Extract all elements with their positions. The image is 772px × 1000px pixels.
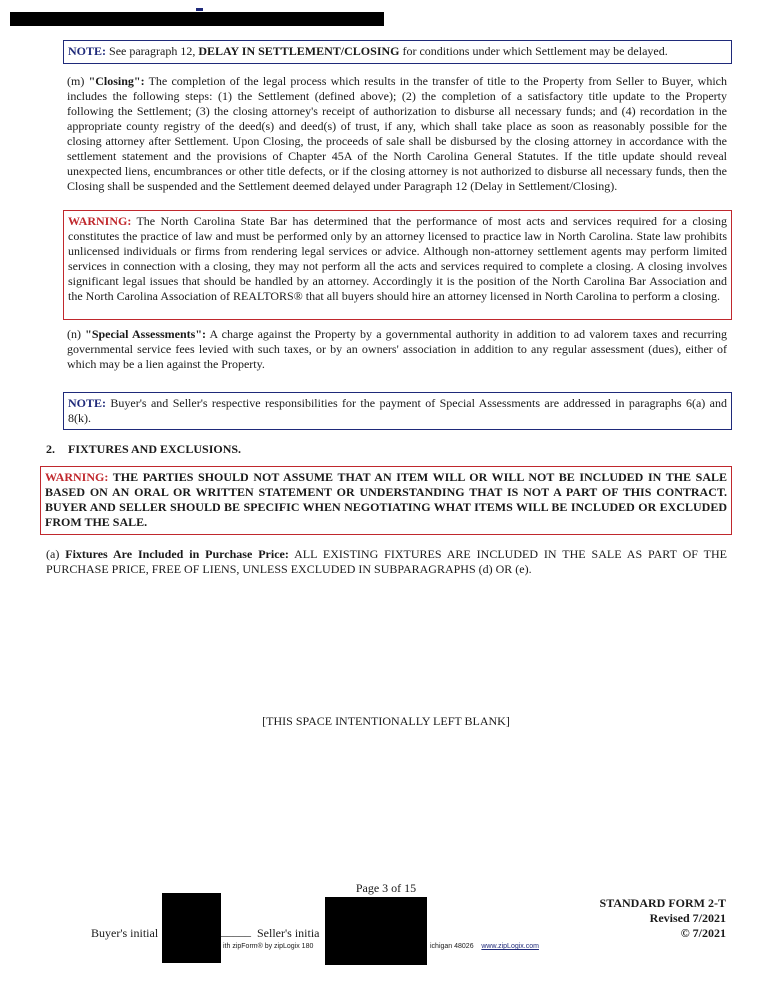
buyer-initials-label (91, 926, 158, 941)
form-revised: Revised 7/2021 (649, 911, 726, 925)
special-text: A charge against the Property by a governmental authority in addition to ad valorem taxes and recurring governmental service fees levied with such taxes, or by an owners' association in addition to any regular assessment (dues), either of which may be a lien against the Property. (67, 327, 728, 371)
fixtures-term: Fixtures Are Included in Purchase Price: (65, 547, 289, 561)
warning-label: WARNING: (68, 214, 132, 228)
form-number: STANDARD FORM 2-T (599, 896, 726, 910)
seller-initials-label: Seller's initia (257, 926, 320, 940)
section-number: 2. (46, 442, 55, 456)
note2-label: NOTE: (68, 396, 107, 410)
fixtures-marker: (a) (46, 547, 60, 561)
closing-definition (67, 74, 727, 194)
special-assessments-definition (67, 327, 727, 372)
warning-fixtures (40, 466, 732, 535)
special-term: "Special Assessments": (85, 327, 206, 341)
note2-text: Buyer's and Seller's respective responsibilities for the payment of Special Assessments are addressed in paragraphs 6(a) and 8(k). (68, 396, 728, 425)
closing-term: "Closing": (88, 74, 145, 88)
redacted-header (10, 12, 384, 26)
zipform-credit-left: ith zipForm® by zipLogix 180 (223, 943, 314, 950)
note-text-bold: DELAY IN SETTLEMENT/CLOSING (198, 44, 400, 58)
zipform-credit-right (430, 943, 539, 951)
warning2-label: WARNING: (45, 470, 109, 484)
buyer-initials-line[interactable]: _____ (221, 924, 251, 938)
page-number: Page 3 of 15 (355, 881, 417, 895)
ziplogix-link[interactable]: www.zipLogix.com (481, 943, 539, 950)
buyer-initials-text: Buyer's initial (91, 926, 159, 940)
closing-text: The completion of the legal process which results in the transfer of title to the Property from Seller to Buyer, which includes the following steps: (1) the Settlement (defined above); (2) the completion of a satisfactory title update to the Property following the Settlement; (3) the closing attorney's receipt of authorization to disburse all necessary funds; and (4) recordation in the appropriate county registry of the deed(s) and deed(s) of trust, if any, which shall take place as soon as reasonably possible for the closing attorney after Settlement. Upon Closing, the proceeds of sale shall be disbursed by the closing attorney in accordance with the settlement statement and the provisions of Chapter 45A of the North Carolina General Statutes. If the title update should reveal unexpected liens, encumbrances or other title defects, or if the closing attorney is not authorized to disburse all necessary funds, then the Closing shall be suspended and the Settlement deemed delayed under Paragraph 12 (Delay in Settlement/Closing). (67, 74, 727, 193)
blank-space-notice: [THIS SPACE INTENTIONALLY LEFT BLANK] (262, 714, 510, 728)
fixtures-text: ALL EXISTING FIXTURES ARE INCLUDED IN THE SALE AS PART OF THE PURCHASE PRICE, FREE OF LIENS, UNLESS EXCLUDED IN SUBPARAGRAPHS (d) OR (e). (46, 547, 727, 576)
special-marker: (n) (67, 327, 81, 341)
redacted-buyer-initials (162, 893, 221, 963)
zipform-address: ichigan 48026 (430, 943, 474, 950)
section-2-heading (46, 442, 446, 457)
note-special-assessments (63, 392, 732, 430)
form-copyright: © 7/2021 (680, 926, 726, 940)
closing-marker: (m) (67, 74, 85, 88)
section-title: FIXTURES AND EXCLUSIONS. (68, 442, 242, 456)
warning2-text: THE PARTIES SHOULD NOT ASSUME THAT AN ITEM WILL OR WILL NOT BE INCLUDED IN THE SALE BASED ON AN ORAL OR WRITTEN STATEMENT OR UNDERSTANDING THAT IS NOT A PART OF THIS CONTRACT. BUYER AND SELLER SHOULD BE SPECIFIC WHEN NEGOTIATING WHAT ITEMS WILL BE INCLUDED OR EXCLUDED FROM THE SALE. (45, 470, 727, 529)
note-text-pre: See paragraph 12, (109, 44, 196, 58)
header-accent-mark (196, 8, 203, 11)
fixtures-included-paragraph (46, 547, 727, 577)
redacted-seller-initials (325, 897, 427, 965)
warning-text: The North Carolina State Bar has determined that the performance of most acts and services required for a closing constitutes the practice of law and must be performed only by an attorney licensed to practice law in North Carolina. State law prohibits unlicensed individuals or firms from rendering legal services or advice. Although non-attorney settlement agents may perform limited services in connection with a closing, they may not perform all the acts and services required to complete a closing. A closing involves significant legal issues that should be handled by an attorney. Accordingly it is the position of the North Carolina Bar Association and the North Carolina Association of REALTORS® that all buyers should hire an attorney licensed in North Carolina to perform a closing. (68, 214, 727, 303)
note-delay-settlement (63, 40, 732, 64)
note-label: NOTE: (68, 44, 107, 58)
warning-closing-attorney (63, 210, 732, 320)
note-text-post: for conditions under which Settlement may be delayed. (402, 44, 668, 58)
